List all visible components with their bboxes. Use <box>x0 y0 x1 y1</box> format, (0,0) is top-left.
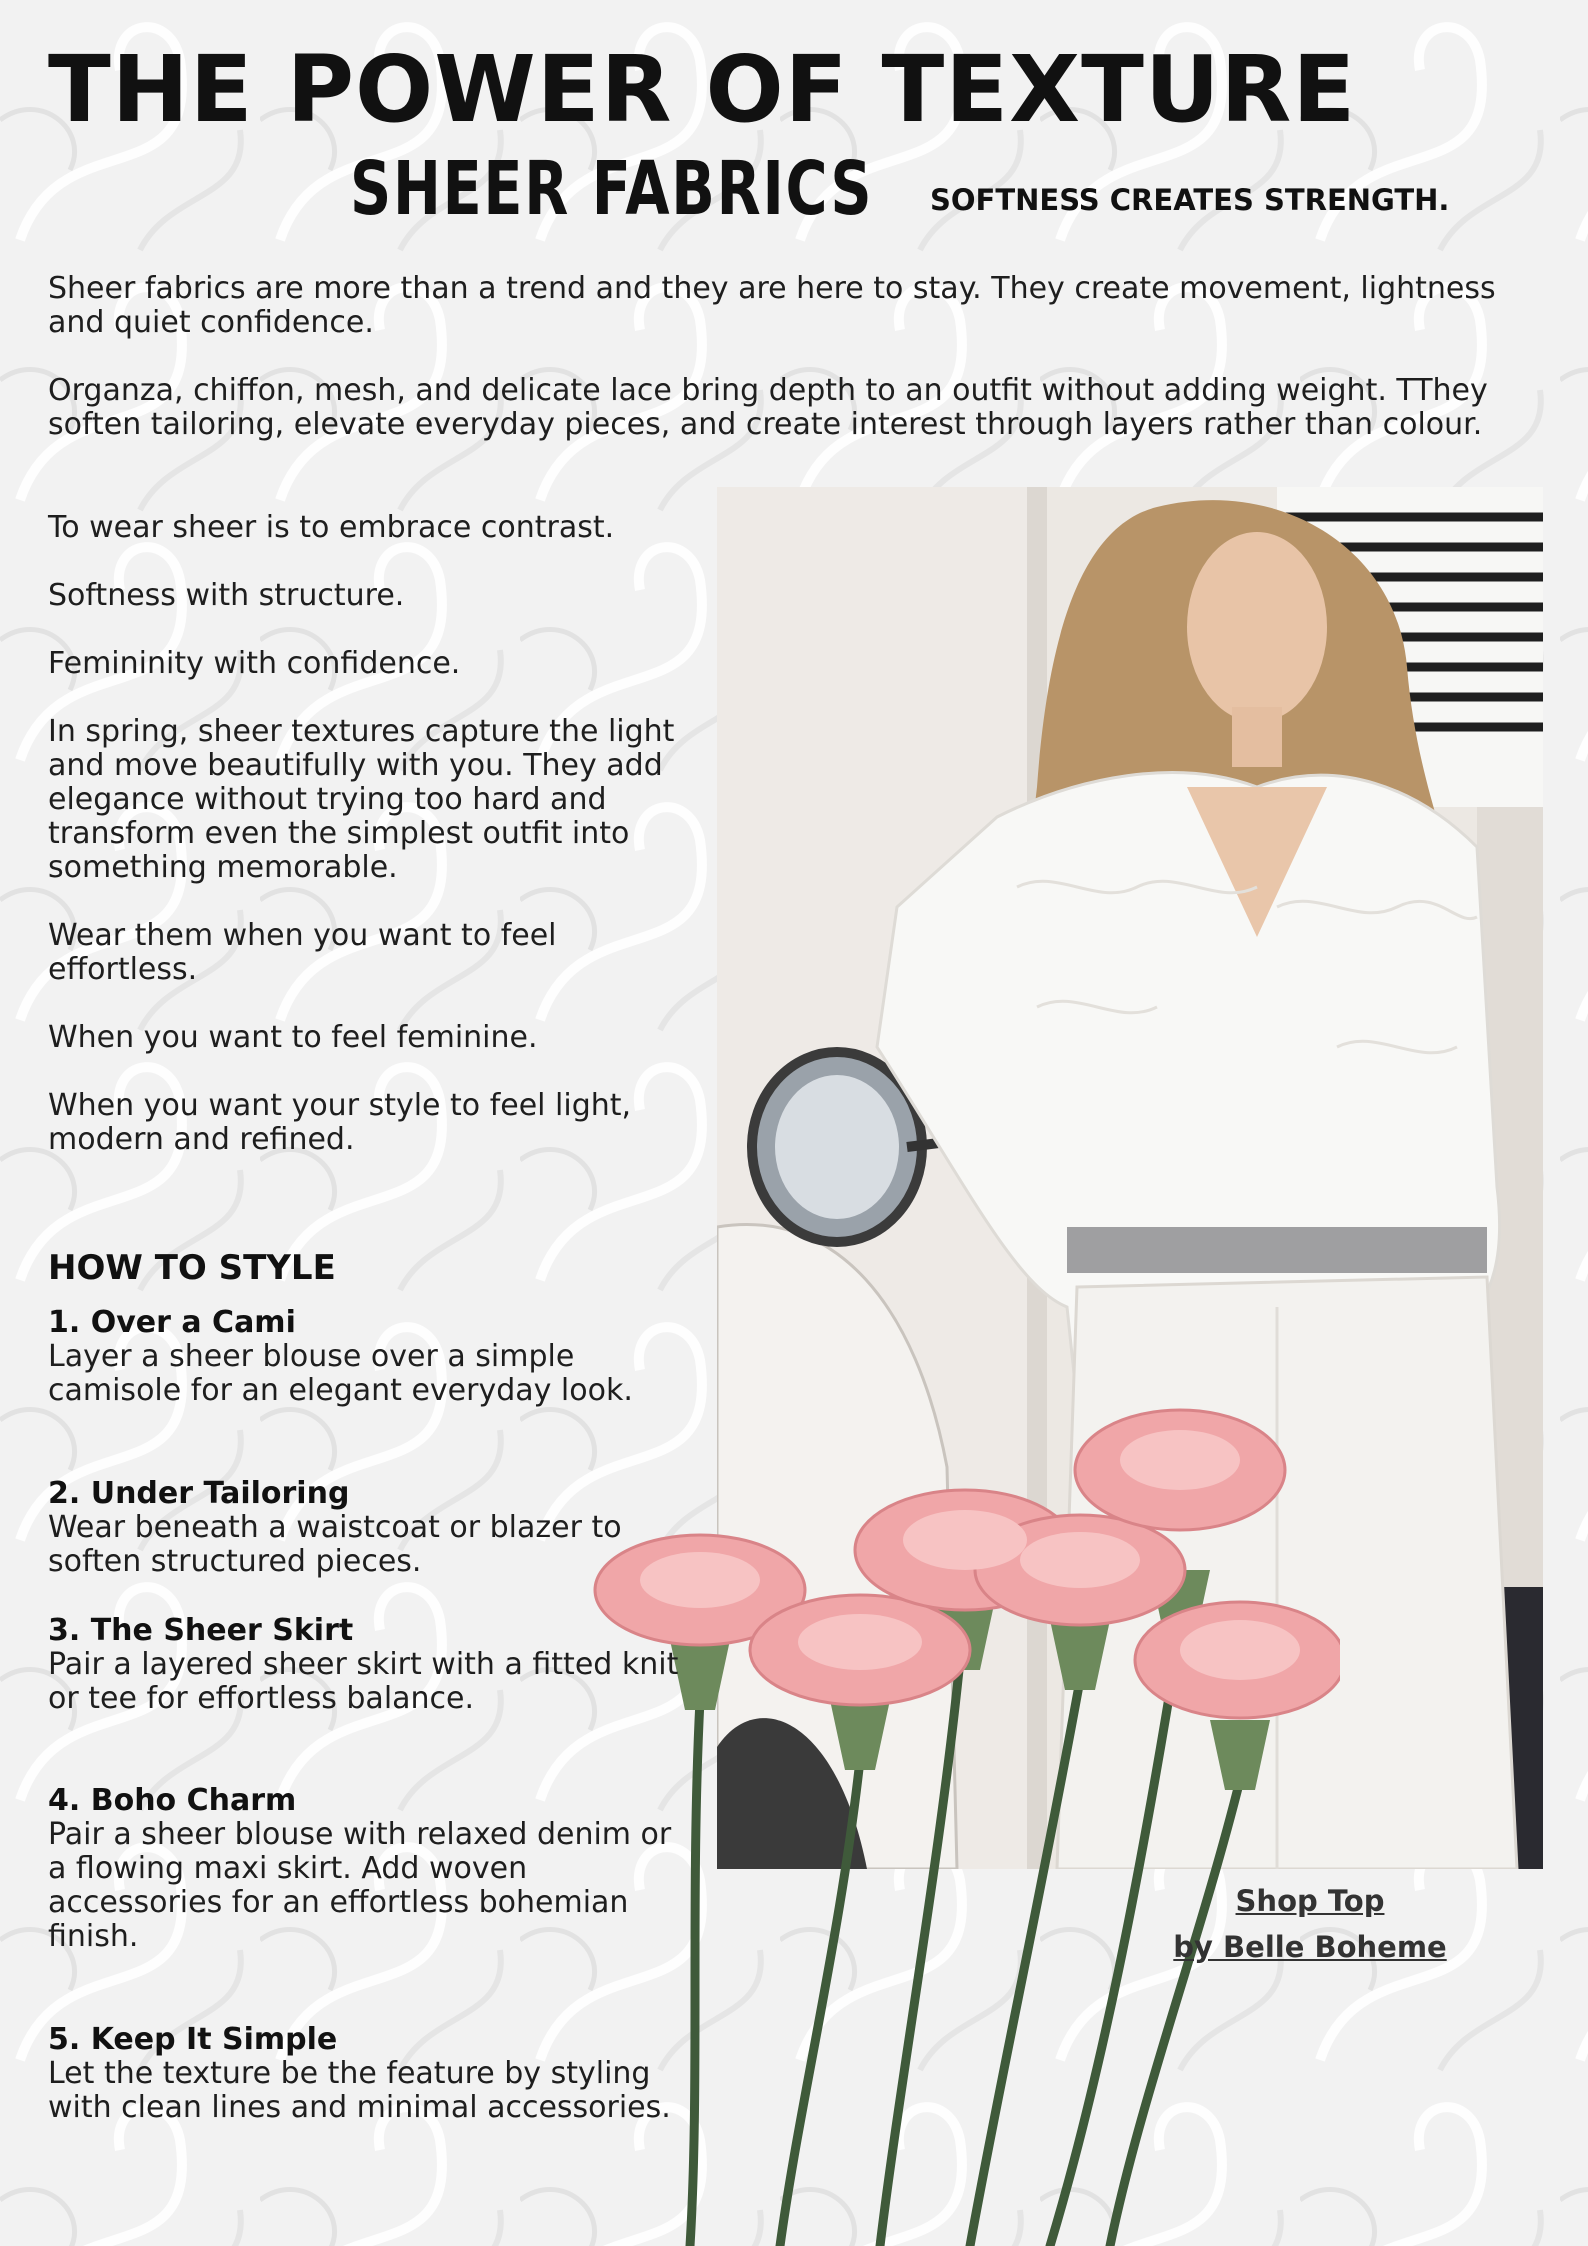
shop-link-brand[interactable]: by Belle Boheme <box>1173 1930 1447 1964</box>
style-tip <box>48 2023 688 2125</box>
column-paragraph: When you want to feel feminine. <box>48 1020 538 1055</box>
how-to-style-heading: HOW TO STYLE <box>48 1248 336 1288</box>
shop-link-line[interactable]: Shop Top <box>1235 1884 1385 1918</box>
tip-text: Pair a layered sheer skirt with a fitted knit or tee for effortless balance. <box>48 1647 679 1716</box>
tip-title: 2. Under Tailoring <box>48 1476 350 1511</box>
intro-paragraph: Organza, chiffon, mesh, and delicate lace bring depth to an outfit without adding weight. TThey soften tailoring, elevate everyday pieces, and create interest through layers rather than colour. <box>48 373 1488 442</box>
style-tip <box>48 1614 688 1716</box>
column-paragraph: When you want your style to feel light, modern and refined. <box>48 1088 632 1157</box>
column-paragraph: To wear sheer is to embrace contrast. <box>48 510 615 545</box>
tip-title: 5. Keep It Simple <box>48 2022 338 2057</box>
column-paragraph: Wear them when you want to feel effortless. <box>48 918 557 987</box>
style-tip <box>48 1477 688 1579</box>
style-tip <box>48 1784 688 1954</box>
tip-text: Pair a sheer blouse with relaxed denim or a flowing maxi skirt. Add woven accessories for an effortless bohemian finish. <box>48 1817 672 1954</box>
tip-text: Layer a sheer blouse over a simple camisole for an elegant everyday look. <box>48 1339 633 1408</box>
style-tip <box>48 1306 688 1408</box>
intro-text <box>48 272 1528 476</box>
tip-text: Wear beneath a waistcoat or blazer to soften structured pieces. <box>48 1510 622 1579</box>
tip-text: Let the texture be the feature by styling with clean lines and minimal accessories. <box>48 2056 671 2125</box>
column-paragraph: Softness with structure. <box>48 578 405 613</box>
tagline: SOFTNESS CREATES STRENGTH. <box>930 183 1450 217</box>
shop-top-link[interactable] <box>1130 1878 1490 1970</box>
column-paragraph: In spring, sheer textures capture the light and move beautifully with you. They add elegance without trying too hard and transform even the simplest outfit into something memorable. <box>48 714 675 885</box>
column-paragraph: Femininity with confidence. <box>48 646 461 681</box>
left-column-text <box>48 511 708 1191</box>
tip-title: 3. The Sheer Skirt <box>48 1613 354 1648</box>
tip-title: 1. Over a Cami <box>48 1305 296 1340</box>
tip-title: 4. Boho Charm <box>48 1783 297 1818</box>
page-title: THE POWER OF TEXTURE <box>48 36 1357 143</box>
intro-paragraph: Sheer fabrics are more than a trend and they are here to stay. They create movement, lightness and quiet confidence. <box>48 271 1496 340</box>
page-subtitle: SHEER FABRICS <box>350 146 874 232</box>
